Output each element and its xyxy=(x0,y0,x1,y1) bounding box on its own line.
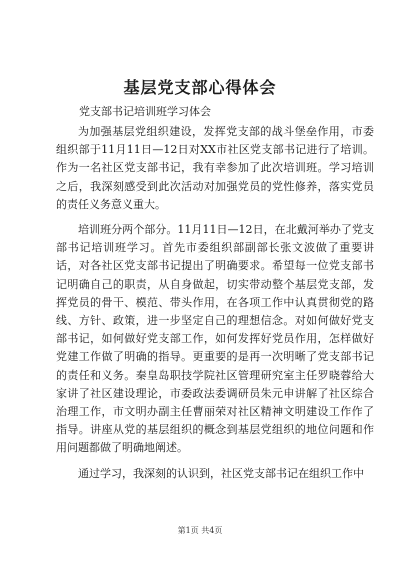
document-body xyxy=(56,123,374,490)
paragraph: 通过学习，我深刻的认识到，社区党支部书记在组织工作中 xyxy=(78,466,364,480)
document-subtitle: 党支部书记培训班学习体会 xyxy=(79,105,211,118)
paragraph: 为加强基层党组织建设，发挥党支部的战斗堡垒作用，市委组织部于11月11日—12日对XX市社区党支部书记进行了培训。作为一名社区党支部书记，我有幸参加了此次培训班。学习培训之后，我深刻感受到此次活动对加强党员的党性修养，落实党员的责任义务意义重大。 xyxy=(56,125,374,211)
paragraph: 培训班分两个部分。11月11日—12日，在北戴河举办了党支部书记培训班学习。首先市委组织部副部长张文波做了重要讲话，对各社区党支部书记提出了明确要求。希望每一位党支部书记明确自己的职责，从自身做起，切实带动整个基层党支部，发挥党员的骨干、模范、带头作用，在各项工作中认真贯彻党的路线、方针、政策，进一步坚定自己的理想信念。对如何做好党支部书记，如何做好党支部工作，如何发挥好党员作用，怎样做好党建工作做了明确的指导。更重要的是再一次明晰了党支部书记的责任和义务。秦皇岛职技学院社区管理研究室主任罗晓蓉给大家讲了社区建设理论，市委政法委调研员朱元申讲解了社区综合治理工作，市文明办副主任曹丽荣对社区精神文明建设工作作了指导。讲座从党的基层组织的概念到基层党组织的地位问题和作用问题都做了明确地阐述。 xyxy=(56,223,374,455)
document-title: 基层党支部心得体会 xyxy=(123,78,277,97)
page-footer: 第1页 共4页 xyxy=(177,526,223,535)
